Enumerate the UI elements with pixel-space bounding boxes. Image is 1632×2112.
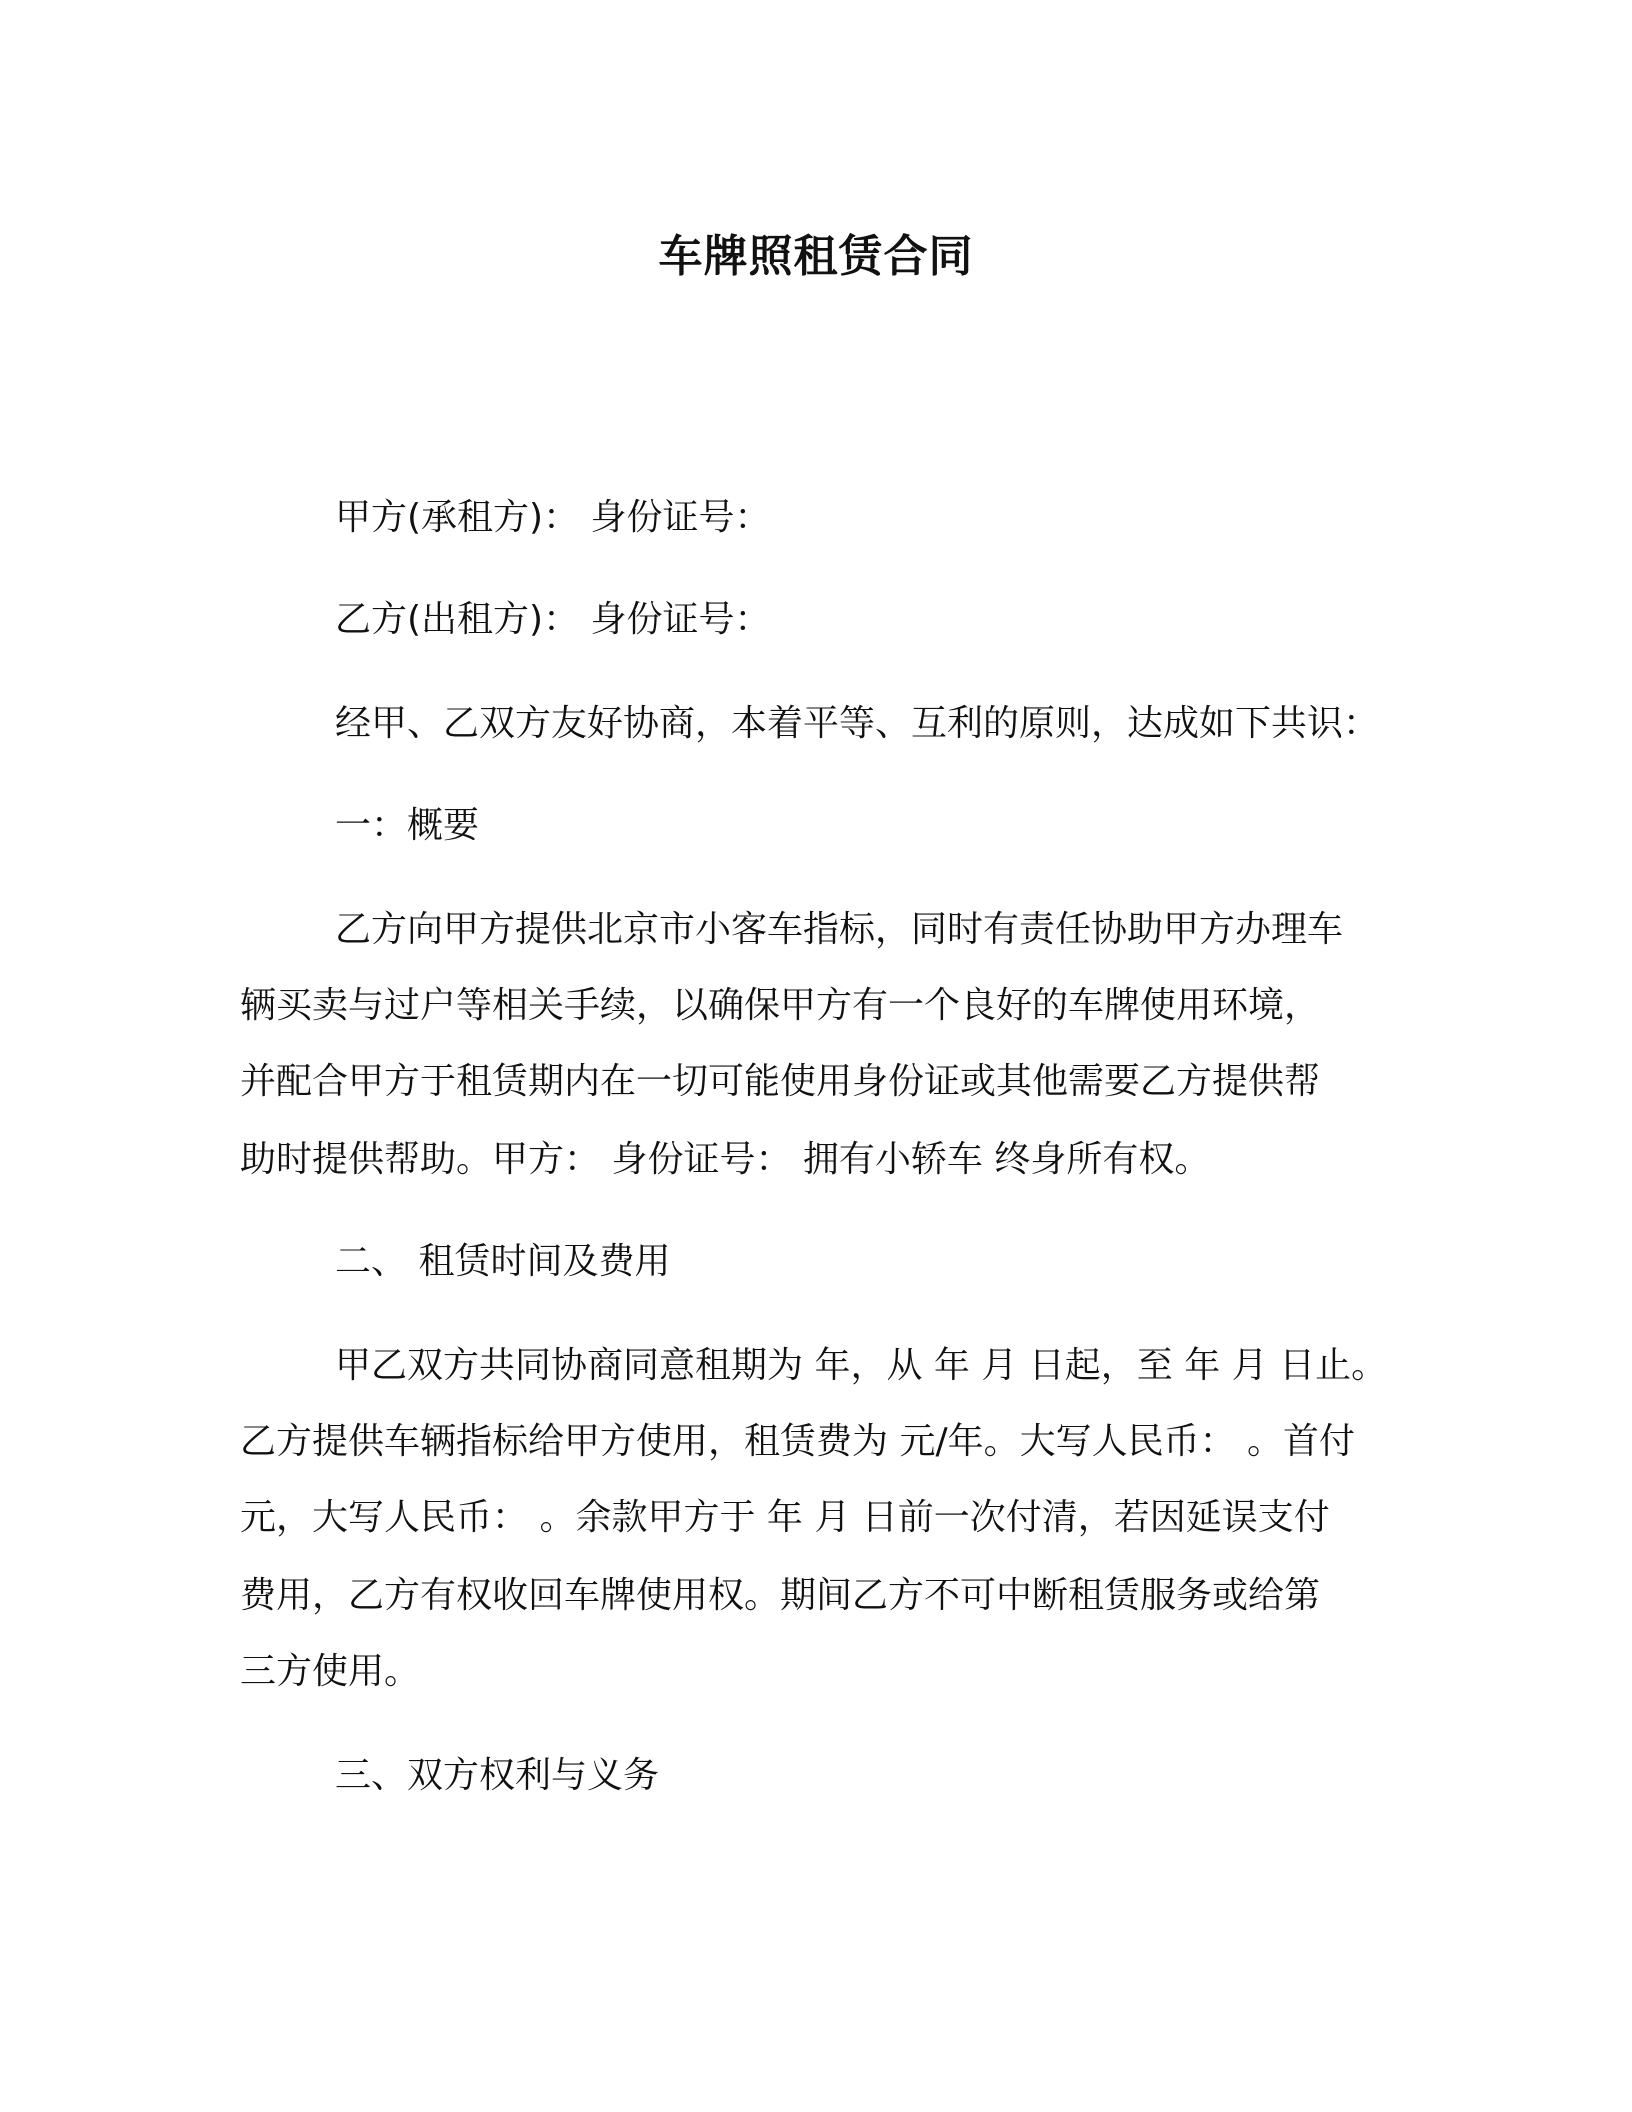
section-1-line: 乙方向甲方提供北京市小客车指标，同时有责任协助甲方办理车 [335,909,1344,950]
party-b-line: 乙方(出租方)： 身份证号： [335,599,771,640]
section-2-line: 甲乙双方共同协商同意租期为 年，从 年 月 日起，至 年 月 日止。 [335,1345,1388,1386]
section-2-line: 乙方提供车辆指标给甲方使用，租赁费为 元/年。大写人民币： 。首付 [240,1421,1356,1462]
section-2-line: 费用，乙方有权收回车牌使用权。期间乙方不可中断租赁服务或给第 [240,1575,1321,1616]
section-1-line: 并配合甲方于租赁期内在一切可能使用身份证或其他需要乙方提供帮 [240,1061,1321,1102]
section-1-line: 辆买卖与过户等相关手续，以确保甲方有一个良好的车牌使用环境， [240,985,1321,1026]
section-3-heading: 三、双方权利与义务 [335,1755,660,1796]
section-2-line: 元，大写人民币： 。余款甲方于 年 月 日前一次付清，若因延误支付 [240,1497,1330,1538]
party-a-line: 甲方(承租方)： 身份证号： [335,497,771,538]
section-2-heading: 二、 租赁时间及费用 [335,1241,671,1282]
document-title: 车牌照租赁合同 [658,231,974,282]
section-1-line: 助时提供帮助。甲方： 身份证号： 拥有小轿车 终身所有权。 [240,1139,1211,1180]
section-1-heading: 一：概要 [335,805,480,846]
preamble-line: 经甲、乙双方友好协商，本着平等、互利的原则，达成如下共识： [335,703,1380,744]
section-2-line: 三方使用。 [240,1651,421,1692]
